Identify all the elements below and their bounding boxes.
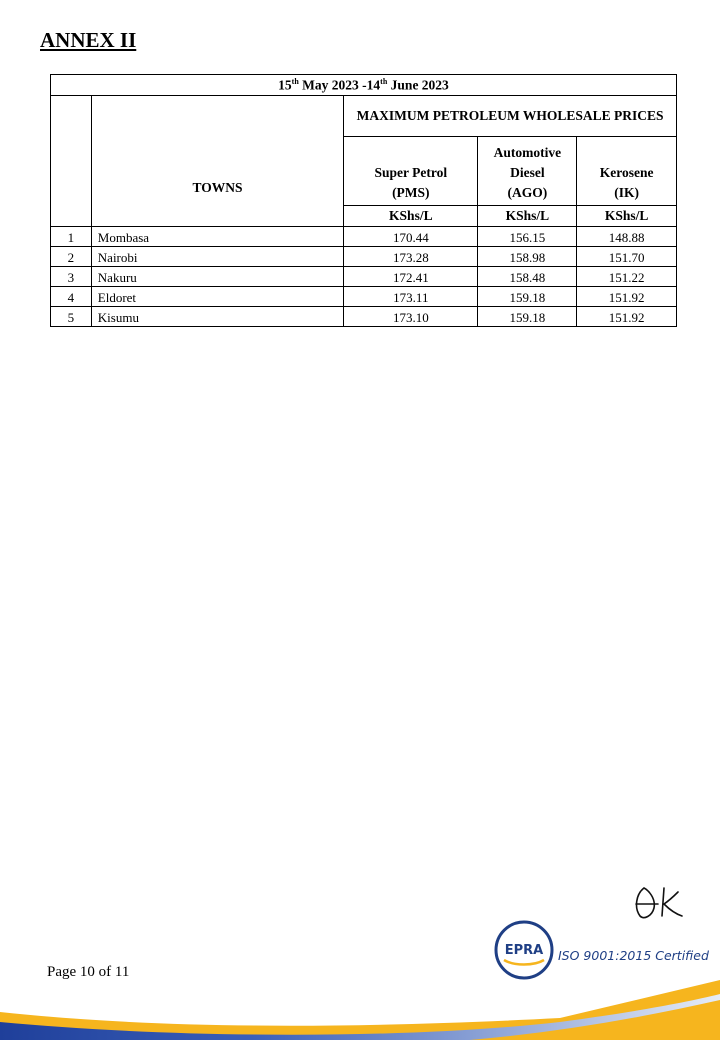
ago-price: 156.15 [478, 227, 577, 247]
annex-title: ANNEX II [40, 28, 137, 52]
wholesale-prices-table [50, 74, 677, 327]
table-row [51, 247, 677, 267]
table-row [51, 307, 677, 327]
row-number: 4 [51, 287, 92, 307]
unit-header-pms: KShs/L [344, 206, 478, 227]
pms-price: 173.28 [344, 247, 478, 267]
pms-price: 173.11 [344, 287, 478, 307]
product-header-ik: Kerosene (IK) [577, 137, 677, 206]
index-header-cell [51, 96, 92, 227]
towns-header: TOWNS [91, 96, 343, 227]
handwritten-signature [630, 882, 686, 922]
ik-price: 151.92 [577, 307, 677, 327]
town-name: Nairobi [91, 247, 343, 267]
unit-header-ago: KShs/L [478, 206, 577, 227]
product-header-pms: Super Petrol (PMS) [344, 137, 478, 206]
row-number: 5 [51, 307, 92, 327]
svg-text:EPRA: EPRA [504, 943, 544, 958]
pms-price: 173.10 [344, 307, 478, 327]
ago-price: 158.98 [478, 247, 577, 267]
ago-price: 159.18 [478, 287, 577, 307]
town-name: Eldoret [91, 287, 343, 307]
ik-price: 151.22 [577, 267, 677, 287]
iso-certification: ISO 9001:2015 Certified [558, 948, 709, 963]
row-number: 1 [51, 227, 92, 247]
period-header: 15th May 2023 -14th June 2023 [51, 75, 677, 96]
product-header-ago: Automotive Diesel (AGO) [478, 137, 577, 206]
pms-price: 172.41 [344, 267, 478, 287]
table-row [51, 267, 677, 287]
ik-price: 148.88 [577, 227, 677, 247]
page-number: Page 10 of 11 [47, 964, 130, 980]
table-row [51, 287, 677, 307]
town-name: Mombasa [91, 227, 343, 247]
town-name: Kisumu [91, 307, 343, 327]
pms-price: 170.44 [344, 227, 478, 247]
town-name: Nakuru [91, 267, 343, 287]
row-number: 3 [51, 267, 92, 287]
epra-logo [494, 920, 554, 980]
table-row [51, 227, 677, 247]
unit-header-ik: KShs/L [577, 206, 677, 227]
ago-price: 159.18 [478, 307, 577, 327]
max-prices-header: MAXIMUM PETROLEUM WHOLESALE PRICES [344, 96, 677, 137]
ago-price: 158.48 [478, 267, 577, 287]
row-number: 2 [51, 247, 92, 267]
ik-price: 151.92 [577, 287, 677, 307]
ik-price: 151.70 [577, 247, 677, 267]
